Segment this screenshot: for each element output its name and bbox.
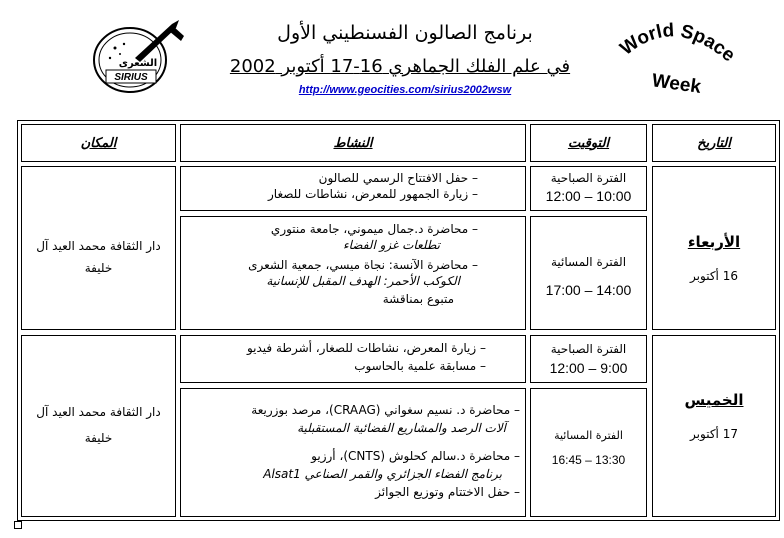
period-time: 9:00 – 12:00 bbox=[549, 360, 628, 376]
star-icon bbox=[109, 57, 111, 59]
place-name: خليفة bbox=[84, 431, 113, 445]
day-name: الأربعاء bbox=[687, 233, 741, 251]
place-cell bbox=[21, 335, 176, 517]
activity-line: متبوع بمناقشة bbox=[382, 292, 454, 306]
day-date: 17 أكتوبر bbox=[690, 427, 738, 441]
page-title: برنامج الصالون الفسنطيني الأول bbox=[277, 22, 533, 44]
column-header-place: المكان bbox=[21, 124, 176, 162]
period-label: الفترة المسائية bbox=[550, 255, 627, 269]
sirius-logo bbox=[80, 14, 192, 96]
time-cell-evening bbox=[530, 216, 647, 330]
lecture-title: تطلعات غزو الفضاء bbox=[343, 238, 440, 252]
column-header-time: التوقيت bbox=[530, 124, 647, 162]
star-icon bbox=[123, 43, 125, 45]
lecture-title: برنامج الفضاء الجزائري والقمر الصناعي Alsat1 bbox=[263, 467, 502, 481]
star-icon bbox=[119, 53, 121, 55]
column-header-date: التاريخ bbox=[652, 124, 776, 162]
activity-line: – زيارة المعرض، نشاطات للصغار، أشرطة فيديو bbox=[246, 341, 486, 355]
activity-line: – محاضرة الآنسة: نجاة ميسي، جمعية الشعرى bbox=[248, 258, 478, 272]
logo-arabic-text: الشعرى bbox=[118, 58, 158, 69]
place-name: دار الثقافة محمد العيد آل bbox=[36, 239, 161, 253]
period-time: 13:30 – 16:45 bbox=[551, 453, 626, 467]
wsw-line2: Week bbox=[650, 70, 703, 98]
activity-line: – محاضرة د.جمال ميموني، جامعة منتوري bbox=[270, 222, 478, 236]
telescope-lens-icon bbox=[169, 26, 184, 41]
activity-line: – محاضرة د. نسيم سغواني (CRAAG)، مرصد بوزريعة bbox=[251, 403, 520, 417]
activity-line: – محاضرة د.سالم كحلوش (CNTS)، أرزيو bbox=[311, 449, 520, 463]
place-name: دار الثقافة محمد العيد آل bbox=[36, 405, 161, 419]
column-header-activity: النشاط bbox=[180, 124, 526, 162]
period-time: 10:00 – 12:00 bbox=[545, 188, 632, 204]
activity-line: – زيارة الجمهور للمعرض، نشاطات للصغار bbox=[268, 187, 478, 201]
page-subtitle: في علم الفلك الجماهري 16-17 أكتوبر 2002 bbox=[229, 56, 571, 77]
day-name: الخميس bbox=[684, 391, 744, 409]
resize-handle[interactable] bbox=[14, 521, 22, 529]
lecture-title: آلات الرصد والمشاريع الفضائية المستقبلية bbox=[297, 421, 506, 435]
period-label: الفترة الصباحية bbox=[550, 171, 627, 185]
website-link[interactable]: http://www.geocities.com/sirius2002wsw bbox=[298, 84, 512, 96]
star-icon bbox=[114, 47, 117, 50]
activity-line: – مسابقة علمية بالحاسوب bbox=[354, 359, 486, 373]
period-time: 14:00 – 17:00 bbox=[545, 282, 632, 298]
period-label: الفترة المسائية bbox=[554, 429, 623, 442]
world-space-week-logo bbox=[612, 6, 762, 106]
activity-line: – حفل الافتتاح الرسمي للصالون bbox=[318, 171, 478, 185]
logo-english-text: SIRIUS bbox=[114, 72, 148, 83]
activity-line: – حفل الاختتام وتوزيع الجوائز bbox=[375, 485, 520, 499]
lecture-title: الكوكب الأحمر: الهدف المقبل للإنسانية bbox=[266, 274, 460, 288]
wsw-line1: World Space bbox=[616, 20, 739, 67]
place-name: خليفة bbox=[84, 261, 113, 275]
period-label: الفترة الصباحية bbox=[550, 342, 627, 356]
day-date: 16 أكتوبر bbox=[690, 269, 738, 283]
